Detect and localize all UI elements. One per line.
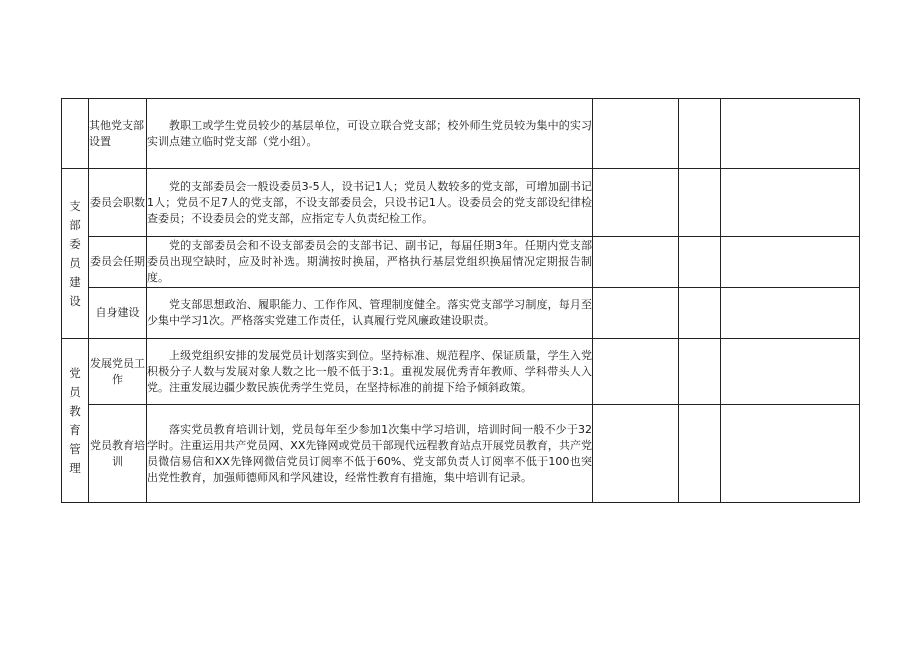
sub-item-cell: 发展党员工作: [89, 339, 147, 405]
blank-cell[interactable]: [721, 288, 860, 339]
description-cell: [147, 99, 593, 169]
sub-item-cell: 委员会职数: [89, 169, 147, 237]
blank-cell[interactable]: [721, 99, 860, 169]
sub-item-cell: 自身建设: [89, 288, 147, 339]
table-row: [62, 99, 860, 169]
category-cell-committee: [62, 169, 89, 339]
category-cell-education: [62, 339, 89, 503]
evaluation-table: [61, 98, 860, 503]
blank-cell[interactable]: [593, 99, 679, 169]
blank-cell[interactable]: [679, 169, 721, 237]
table-row: [62, 339, 860, 405]
description-text: 上级党组织安排的发展党员计划落实到位。坚持标准、规范程序、保证质量，学生入党积极分子人数与发展对象人数之比一般不低于3:1。重视发展优秀青年教师、学科带头人入党。注重发展边疆少数民族优秀学生党员，在坚持标准的前提下给予倾斜政策。: [147, 348, 592, 394]
table-row: [62, 288, 860, 339]
description-text: 落实党员教育培训计划，党员每年至少参加1次集中学习培训，培训时间一般不少于32学时。注重运用共产党员网、XX先锋网或党员干部现代远程教育站点开展党员教育，共产党员微信易信和XX先锋网微信党员订阅率不低于60%、党支部负责人订阅率不低于100也突出党性教育，加强师德师风和学风建设，经常性教育有措施，集中培训有记录。: [147, 422, 592, 484]
table-row: [62, 169, 860, 237]
blank-cell[interactable]: [593, 288, 679, 339]
description-text: 党支部思想政治、履职能力、工作作风、管理制度健全。落实党支部学习制度，每月至少集中学习1次。严格落实党建工作责任，认真履行党风廉政建设职责。: [147, 298, 592, 327]
blank-cell[interactable]: [593, 237, 679, 288]
table-row: [62, 237, 860, 288]
description-text: 教职工或学生党员较少的基层单位，可设立联合党支部；校外师生党员较为集中的实习实训点建立临时党支部（党小组）。: [147, 118, 592, 148]
description-cell: [147, 339, 593, 405]
description-cell: [147, 237, 593, 288]
description-text: 党的支部委员会一般设委员3-5人，设书记1人；党员人数较多的党支部，可增加副书记1人；党员不足7人的党支部，不设支部委员会，只设书记1人。设委员会的党支部设纪律检查委员；不设委员会的党支部，应指定专人负责纪检工作。: [147, 179, 592, 225]
blank-cell[interactable]: [679, 237, 721, 288]
sub-item-cell: 党员教育培训: [89, 405, 147, 503]
table-row: [62, 405, 860, 503]
blank-cell[interactable]: [593, 405, 679, 503]
description-text: 党的支部委员会和不设支部委员会的支部书记、副书记，每届任期3年。任期内党支部委员出现空缺时，应及时补选。期满按时换届，严格执行基层党组织换届情况定期报告制度。: [147, 239, 592, 284]
blank-cell[interactable]: [679, 99, 721, 169]
sub-item-cell: 委员会任期: [89, 237, 147, 288]
blank-cell[interactable]: [721, 339, 860, 405]
sub-item-cell: 其他党支部设置: [89, 99, 147, 169]
category-label: 支部委员建设: [69, 198, 81, 308]
blank-cell[interactable]: [679, 288, 721, 339]
blank-cell[interactable]: [679, 339, 721, 405]
blank-cell[interactable]: [593, 169, 679, 237]
blank-cell[interactable]: [721, 237, 860, 288]
category-label: 党员教育管理: [69, 365, 81, 475]
category-cell-empty: [62, 99, 89, 169]
blank-cell[interactable]: [593, 339, 679, 405]
blank-cell[interactable]: [721, 169, 860, 237]
description-cell: [147, 288, 593, 339]
description-cell: [147, 405, 593, 503]
blank-cell[interactable]: [721, 405, 860, 503]
blank-cell[interactable]: [679, 405, 721, 503]
description-cell: [147, 169, 593, 237]
